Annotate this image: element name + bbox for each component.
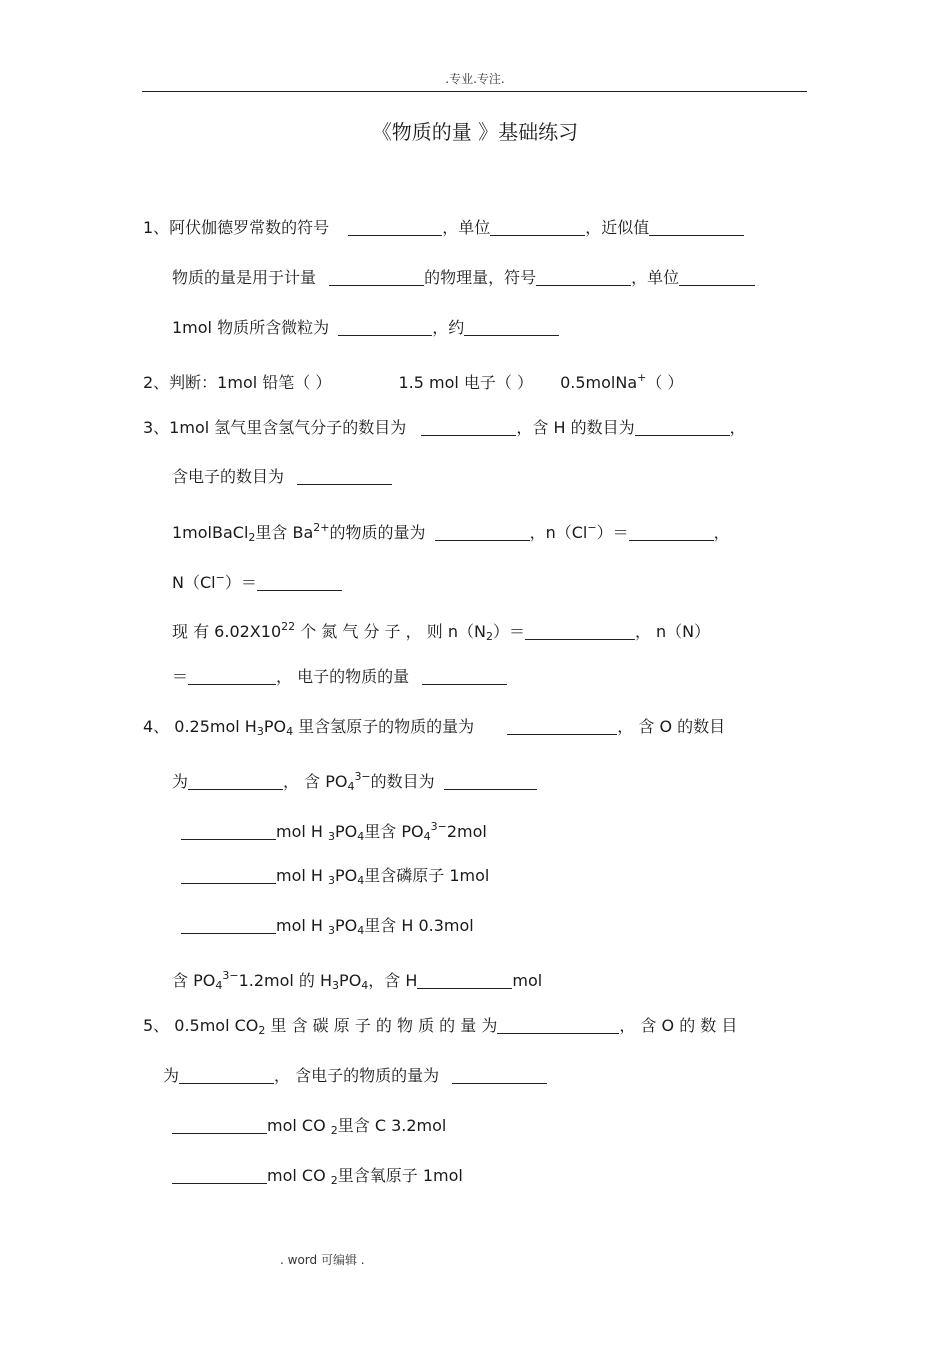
q3-line-4: N（Cl−）＝ [172,568,342,593]
q1-line-1: 1、阿伏伽德罗常数的符号 ，单位 ，近似值 [143,218,744,238]
answer-blank[interactable] [444,773,537,790]
page-footer: . word 可编辑 . [280,1253,365,1267]
answer-blank[interactable] [507,718,617,735]
answer-blank[interactable] [297,468,392,485]
q3-line-6: ＝ ， 电子的物质的量 [172,667,507,687]
answer-blank[interactable] [422,668,507,685]
q5-line-3: mol CO $_2$里含 C 3.2mol [172,1116,446,1141]
answer-blank[interactable] [181,823,276,840]
q1-line-3: 1mol 物质所含微粒为 ，约 [172,318,559,338]
answer-blank[interactable] [188,668,276,685]
q4-line-1: 4、 0.25mol $H_3PO_4$ 里含氢原子的物质的量为 ， 含 O 的数目 [143,717,726,738]
q4-line-6: 含 $PO_4^{3-}1.2mol$ 的 $H_3PO_4$，含 H mol [172,969,543,992]
answer-blank[interactable] [172,1167,267,1184]
answer-blank[interactable] [490,219,585,236]
q4-line-4: mol H $_3PO_4$里含磷原子 1mol [181,866,489,891]
page-title: 《物质的量 》基础练习 [371,120,579,144]
answer-blank[interactable] [329,269,424,286]
answer-blank[interactable] [452,1067,547,1084]
page-header: .专业.专注. [445,72,505,86]
answer-blank[interactable] [536,269,631,286]
answer-blank[interactable] [435,524,530,541]
answer-blank[interactable] [679,269,755,286]
q4-line-2: 为 ， 含 $PO_4^{3-}$的数目为 [172,767,537,797]
answer-blank[interactable] [181,867,276,884]
q5-line-2: 为 ， 含电子的物质的量为 [163,1066,547,1086]
answer-blank[interactable] [257,574,342,591]
answer-blank[interactable] [188,773,283,790]
answer-blank[interactable] [629,524,714,541]
answer-blank[interactable] [464,319,559,336]
answer-blank[interactable] [348,219,442,236]
answer-blank[interactable] [497,1017,619,1034]
answer-blank[interactable] [417,972,512,989]
q1-line-2: 物质的量是用于计量 的物理量，符号 ，单位 [172,268,755,288]
q4-line-3: mol H $_3PO_4$里含 $PO_4^{3-}2mol$ [181,817,487,847]
header-rule [142,91,807,92]
answer-blank[interactable] [635,419,730,436]
q3-line-2: 含电子的数目为 [172,467,392,487]
answer-blank[interactable] [179,1067,274,1084]
answer-blank[interactable] [172,1117,267,1134]
q5-line-1: 5、 0.5mol $CO_2$ 里 含 碳 原 子 的 物 质 的 量 为 ， 含 O 的 数 目 [143,1016,738,1037]
q5-line-4: mol CO $_2$里含氧原子 1mol [172,1166,463,1191]
q3-line-3: 1molBaCl$_2$里含 $Ba^{2+}$的物质的量为 ，n（Cl−）＝ ， [172,521,730,544]
q3-line-5: 现 有 $6.02X10^{22}$ 个 氮 气 分 子 ， 则 $n(N_2)=$ ， n（N） [172,620,711,643]
q4-line-5: mol H $_3PO_4$里含 H 0.3mol [181,916,474,941]
answer-blank[interactable] [421,419,516,436]
q2-line: 2、判断：1mol 铅笔（ ） 1.5 mol 电子（ ） 0.5molNa+（ ） [143,371,684,392]
q3-line-1: 3、1mol 氢气里含氢气分子的数目为 ，含 H 的数目为 ， [143,418,746,437]
answer-blank[interactable] [649,219,744,236]
answer-blank[interactable] [338,319,432,336]
answer-blank[interactable] [181,917,276,934]
answer-blank[interactable] [525,623,635,640]
